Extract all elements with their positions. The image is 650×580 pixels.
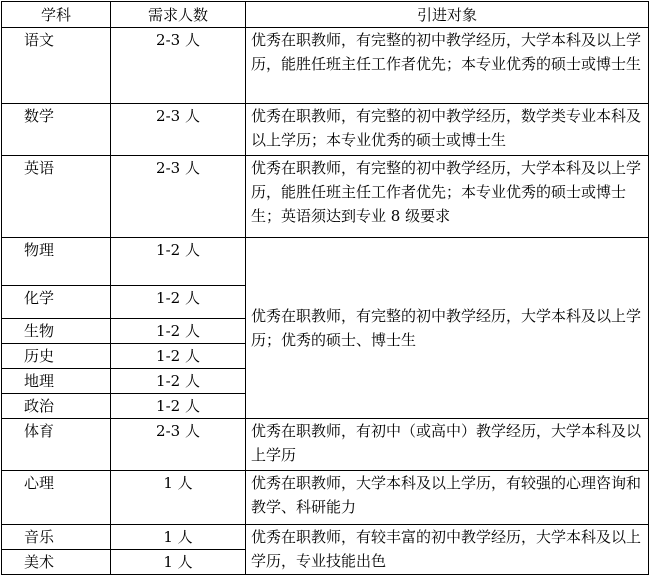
header-count: 需求人数 <box>111 2 246 28</box>
count-cell: 1-2 人 <box>111 369 246 394</box>
count-cell: 1 人 <box>111 550 246 575</box>
table-row <box>2 104 649 156</box>
count-cell: 2-3 人 <box>111 156 246 238</box>
subject-cell: 英语 <box>2 156 111 238</box>
count-cell: 1 人 <box>111 525 246 550</box>
subject-cell: 心理 <box>2 471 111 525</box>
table-row <box>2 525 649 550</box>
requirement-cell-merged: 优秀在职教师，有较丰富的初中教学经历，大学本科及以上学历，专业技能出色 <box>246 525 649 575</box>
count-cell: 1-2 人 <box>111 394 246 419</box>
subject-cell: 数学 <box>2 104 111 156</box>
requirement-cell: 优秀在职教师，有完整的初中教学经历，大学本科及以上学历，能胜任班主任工作者优先；本专业优秀的硕士或博士生 <box>246 28 649 104</box>
subject-cell: 语文 <box>2 28 111 104</box>
requirement-cell: 优秀在职教师，大学本科及以上学历，有较强的心理咨询和教学、科研能力 <box>246 471 649 525</box>
subject-cell: 体育 <box>2 419 111 471</box>
count-cell: 2-3 人 <box>111 28 246 104</box>
count-cell: 2-3 人 <box>111 419 246 471</box>
recruitment-table <box>1 1 649 575</box>
header-row <box>2 2 649 28</box>
requirement-cell: 优秀在职教师，有完整的初中教学经历，大学本科及以上学历，能胜任班主任工作者优先；本专业优秀的硕士或博士生；英语须达到专业 8 级要求 <box>246 156 649 238</box>
table-row <box>2 28 649 104</box>
subject-cell: 化学 <box>2 286 111 319</box>
subject-cell: 地理 <box>2 369 111 394</box>
table-row <box>2 471 649 525</box>
subject-cell: 美术 <box>2 550 111 575</box>
subject-cell: 政治 <box>2 394 111 419</box>
table-row <box>2 419 649 471</box>
count-cell: 1-2 人 <box>111 319 246 344</box>
count-cell: 1-2 人 <box>111 238 246 286</box>
subject-cell: 物理 <box>2 238 111 286</box>
requirement-cell: 优秀在职教师，有完整的初中教学经历，数学类专业本科及以上学历；本专业优秀的硕士或博士生 <box>246 104 649 156</box>
count-cell: 1 人 <box>111 471 246 525</box>
requirement-cell: 优秀在职教师，有初中（或高中）教学经历，大学本科及以上学历 <box>246 419 649 471</box>
table-row <box>2 156 649 238</box>
count-cell: 1-2 人 <box>111 286 246 319</box>
count-cell: 2-3 人 <box>111 104 246 156</box>
requirement-cell-merged: 优秀在职教师，有完整的初中教学经历，大学本科及以上学历；优秀的硕士、博士生 <box>246 238 649 419</box>
table-row <box>2 238 649 286</box>
header-target: 引进对象 <box>246 2 649 28</box>
count-cell: 1-2 人 <box>111 344 246 369</box>
subject-cell: 生物 <box>2 319 111 344</box>
subject-cell: 音乐 <box>2 525 111 550</box>
header-subject: 学科 <box>2 2 111 28</box>
subject-cell: 历史 <box>2 344 111 369</box>
